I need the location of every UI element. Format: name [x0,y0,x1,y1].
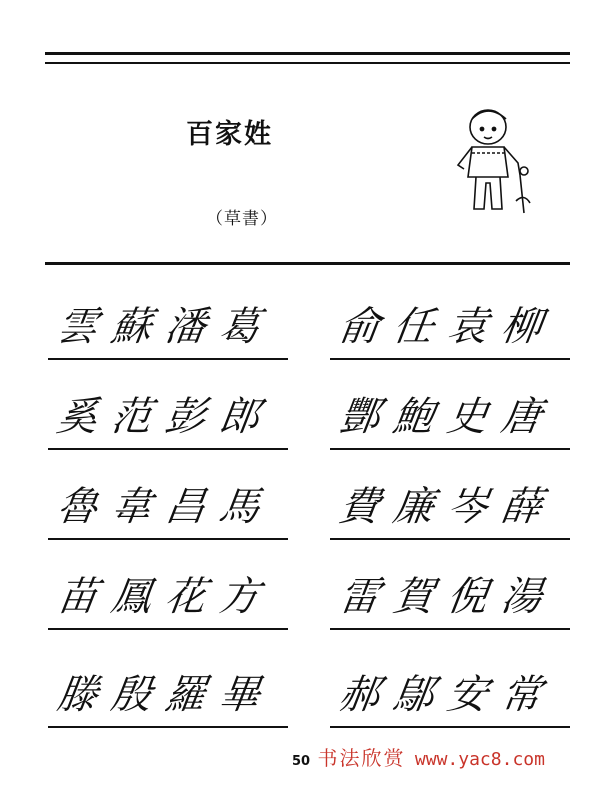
page-subtitle: （草書） [206,209,278,229]
calligraphy-text: 滕殷羅畢 [54,672,277,718]
calligraphy-text: 魯韋昌馬 [54,484,277,530]
calligraphy-row-right-3 [330,480,570,540]
watermark-url[interactable]: www.yac8.com [414,749,545,770]
page-title: 百家姓 [186,119,273,150]
calligraphy-text: 酆鮑史唐 [336,394,559,440]
footer [292,742,545,771]
calligraphy-text: 奚范彭郎 [54,394,277,440]
calligraphy-text: 雷賀倪湯 [336,574,559,620]
calligraphy-row-left-5 [48,668,288,728]
calligraphy-row-left-2 [48,390,288,450]
page-number: 50 [292,754,311,769]
calligraphy-row-right-4 [330,570,570,630]
header-bottom-rule [45,262,570,265]
calligraphy-text: 費廉岑薛 [336,484,559,530]
watermark-text: 书法欣赏 [317,746,406,770]
calligraphy-row-left-3 [48,480,288,540]
calligraphy-row-left-4 [48,570,288,630]
calligraphy-text: 俞任袁柳 [336,304,559,350]
calligraphy-row-right-1 [330,300,570,360]
calligraphy-row-right-2 [330,390,570,450]
top-rule-thick [45,52,570,55]
calligraphy-text: 雲蘇潘葛 [54,304,277,350]
calligraphy-text: 苗鳳花方 [54,574,277,620]
calligraphy-row-right-5 [330,668,570,728]
child-illustration [450,105,540,220]
calligraphy-text: 郝鄔安常 [336,672,559,718]
top-rule-thin [45,62,570,64]
calligraphy-row-left-1 [48,300,288,360]
